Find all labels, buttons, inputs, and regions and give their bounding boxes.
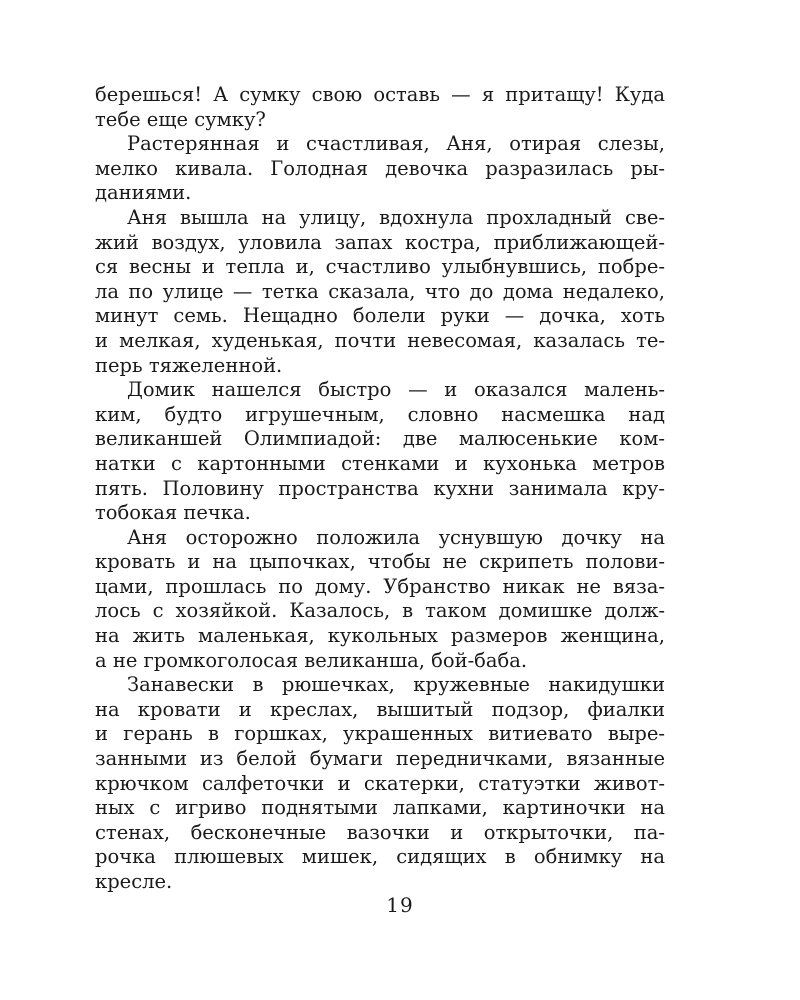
text-line: ким, будто игрушечным, словно насмешка над <box>95 402 665 426</box>
text-line: натки с картонными стенками и кухонька метров <box>95 451 665 475</box>
paragraph <box>95 378 665 526</box>
text-line: на кровати и креслах, вышитый подзор, фиалки <box>95 697 665 721</box>
text-line: пять. Половину пространства кухни занимала кру- <box>95 476 665 500</box>
text-line: великаншей Олимпиадой: две малюсенькие ком- <box>95 427 665 451</box>
text-line: Растерянная и счастливая, Аня, отирая слезы, <box>127 132 665 156</box>
text-line: и герань в горшках, украшенных витиевато выре- <box>95 722 665 746</box>
text-line: крючком салфеточки и скатерки, статуэтки живот- <box>95 771 665 795</box>
paragraph <box>95 673 665 894</box>
text-line: а не громкоголосая великанша, бой-баба. <box>95 648 528 672</box>
text-line: лось с хозяйкой. Казалось, в таком домишке долж- <box>95 599 665 623</box>
text-line: на жить маленькая, кукольных размеров женщина, <box>95 624 665 648</box>
text-line: Аня осторожно положила уснувшую дочку на <box>127 525 665 549</box>
text-line: ся весны и тепла и, счастливо улыбнувшись, побре- <box>95 255 665 279</box>
text-line: тобокая печка. <box>95 501 251 525</box>
text-line: Занавески в рюшечках, кружевные накидушки <box>127 673 665 697</box>
text-line: даниями. <box>95 181 192 205</box>
text-line: ных с игриво поднятыми лапками, картиночки на <box>95 796 665 820</box>
paragraph <box>95 526 665 674</box>
text-line: и мелкая, худенькая, почти невесомая, казалась те- <box>95 328 665 352</box>
page-number: 19 <box>386 893 414 917</box>
text-line: минут семь. Нещадно болели руки — дочка, хоть <box>95 304 665 328</box>
text-line: стенах, бесконечные вазочки и открыточки, па- <box>95 820 665 844</box>
text-line: тебе еще сумку? <box>95 107 266 131</box>
text-line: ла по улице — тетка сказала, что до дома недалеко, <box>95 279 665 303</box>
text-line: берешься! А сумку свою оставь — я притащу! Куда <box>95 83 665 106</box>
paragraph <box>95 83 665 132</box>
text-line: кровать и на цыпочках, чтобы не скрипеть полови- <box>95 550 665 574</box>
text-line: рочка плюшевых мишек, сидящих в обнимку на <box>95 845 665 869</box>
page-text <box>95 83 665 895</box>
text-line: Аня вышла на улицу, вдохнула прохладный све- <box>127 205 665 229</box>
text-line: кресле. <box>95 870 173 893</box>
text-line: мелко кивала. Голодная девочка разразилась ры- <box>95 156 665 180</box>
text-line: перь тяжеленной. <box>95 353 283 377</box>
text-line: занными из белой бумаги передничками, вязанные <box>95 747 665 771</box>
text-line: жий воздух, уловила запах костра, приближающей- <box>95 230 665 254</box>
text-line: Домик нашелся быстро — и оказался малень- <box>127 378 665 402</box>
paragraph <box>95 206 665 378</box>
text-line: цами, прошлась по дому. Убранство никак не вяза- <box>95 574 665 598</box>
paragraph <box>95 132 665 206</box>
